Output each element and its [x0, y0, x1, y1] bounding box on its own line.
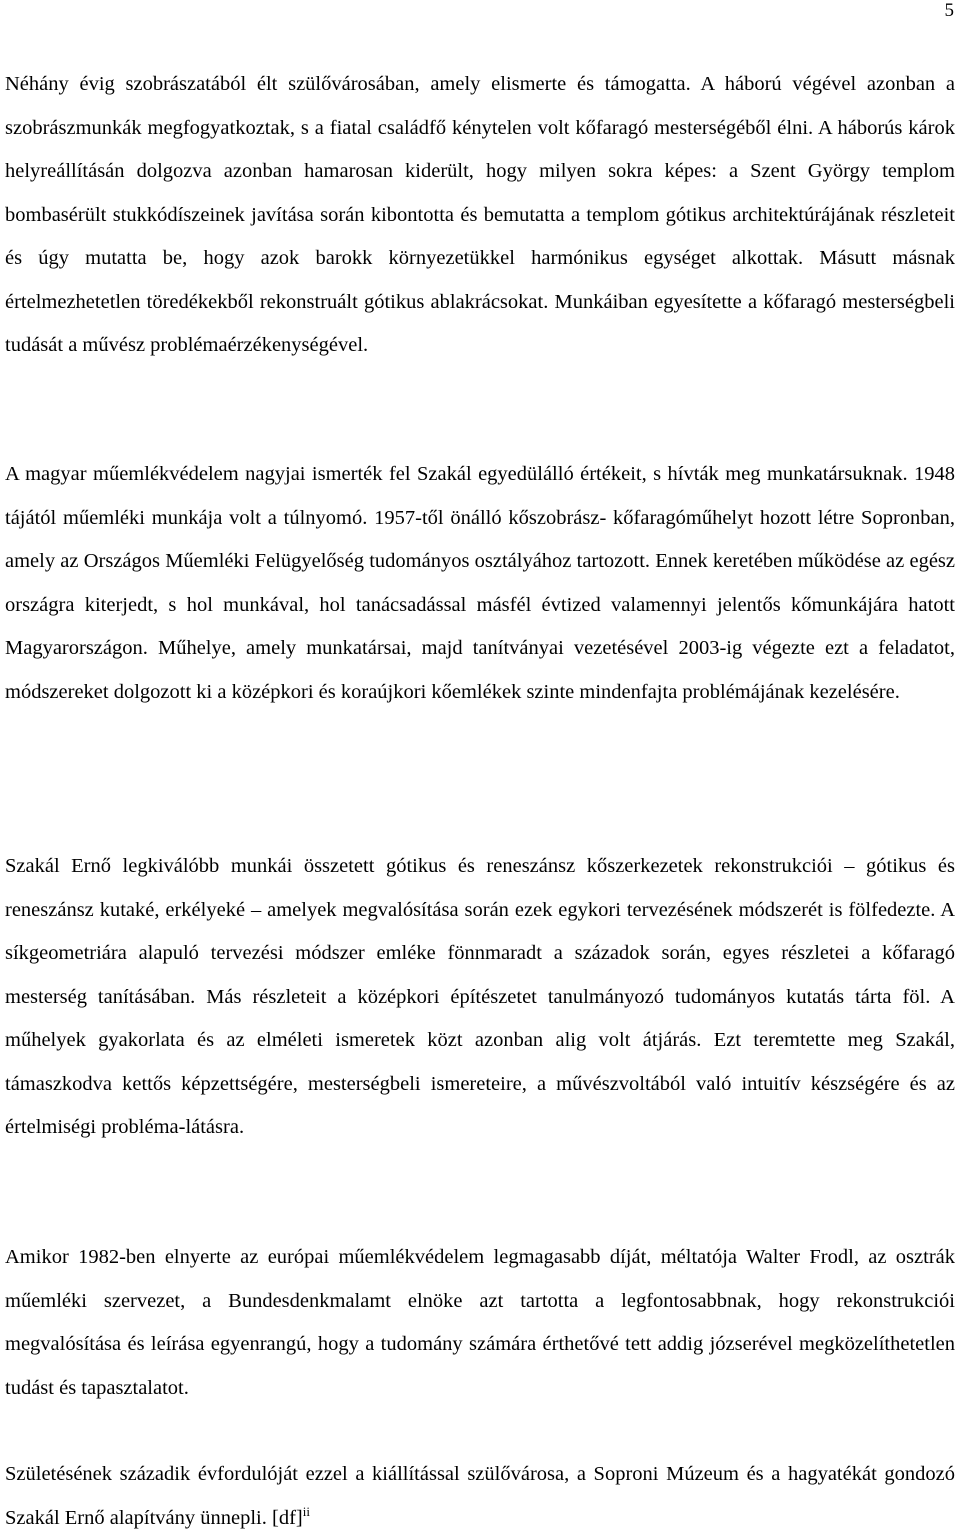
page-number: 5	[944, 0, 954, 21]
paragraph-monument-work: A magyar műemlékvédelem nagyjai ismerték fel Szakál egyedülálló értékeit, s hívták meg munkatársuknak. 1948 tájától műemléki munkája volt a túlnyomó. 1957-től önálló kőszobrász- kőfaragóműhelyt hozott létre Sopronban, amely az Országos Műemléki Felügyelőség tudományos osztályához tartozott. Ennek keretében működése az egész országra kiterjedt, s hol munkával, hol tanácsadással másfél évtized valamennyi jelentős kőmunkájára hatott Magyarországon. Műhelye, amely munkatársai, majd tanítványai vezetésével 2003-ig végezte ezt a feladatot, módszereket dolgozott ki a középkori és koraújkori kőemlékek szinte mindenfajta problémájának kezelésére.	[5, 463, 955, 703]
paragraph-award: Amikor 1982-ben elnyerte az európai műemlékvédelem legmagasabb díját, méltatója Walter Frodl, az osztrák műemléki szervezet, a Bundesdenkmalamt elnöke azt tartotta a legfontosabbnak, hogy rekonstrukciói megvalósítása és leírása egyenrangú, hogy a tudomány számára érthetővé tett addig józserével megközelíthetetlen tudást és tapasztalatot.	[5, 1246, 955, 1399]
paragraph-centenary	[5, 1453, 955, 1540]
footnote-marker: ii	[302, 1503, 310, 1519]
paragraph-centenary-text: Születésének századik évfordulóját ezzel a kiállítással szülővárosa, a Soproni Múzeum és a hagyatékát gondozó Szakál Ernő alapítvány ünnepli. [df]	[5, 1463, 955, 1529]
paragraph-early-career: Néhány évig szobrászatából élt szülővárosában, amely elismerte és támogatta. A háború végével azonban a szobrászmunkák megfogyatkoztak, s a fiatal családfő kénytelen volt kőfaragó mesterségéből élni. A háborús károk helyreállításán dolgozva azonban hamarosan kiderült, hogy milyen sokra képes: a Szent György templom bombasérült stukkódíszeinek javítása során kibontotta és bemutatta a templom gótikus architektúrájának részleteit és úgy mutatta be, hogy azok barokk környezetükkel harmónikus egységet alkottak. Másutt másnak értelmezhetetlen töredékekből rekonstruált gótikus ablakrácsokat. Munkáiban egyesítette a kőfaragó mesterségbeli tudását a művész problémaérzékenységével.	[5, 73, 955, 356]
paragraph-reconstructions: Szakál Ernő legkiválóbb munkái összetett gótikus és reneszánsz kőszerkezetek rekonstrukciói – gótikus és reneszánsz kutaké, erkélyeké – amelyek megvalósítása során ezek egykori tervezésének módszerét is fölfedezte. A síkgeometriára alapuló tervezési módszer emléke fönnmaradt a századok során, egyes részletei a kőfaragó mesterség tanításában. Más részleteit a középkori építészetet tanulmányozó tudományos kutatás tárta föl. A műhelyek gyakorlata és az elméleti ismeretek közt azonban alig volt átjárás. Ezt teremtette meg Szakál, támaszkodva kettős képzettségére, mesterségbeli ismereteire, a művészvoltából való intuitív készségére és az értelmiségi probléma-látásra.	[5, 855, 955, 1138]
